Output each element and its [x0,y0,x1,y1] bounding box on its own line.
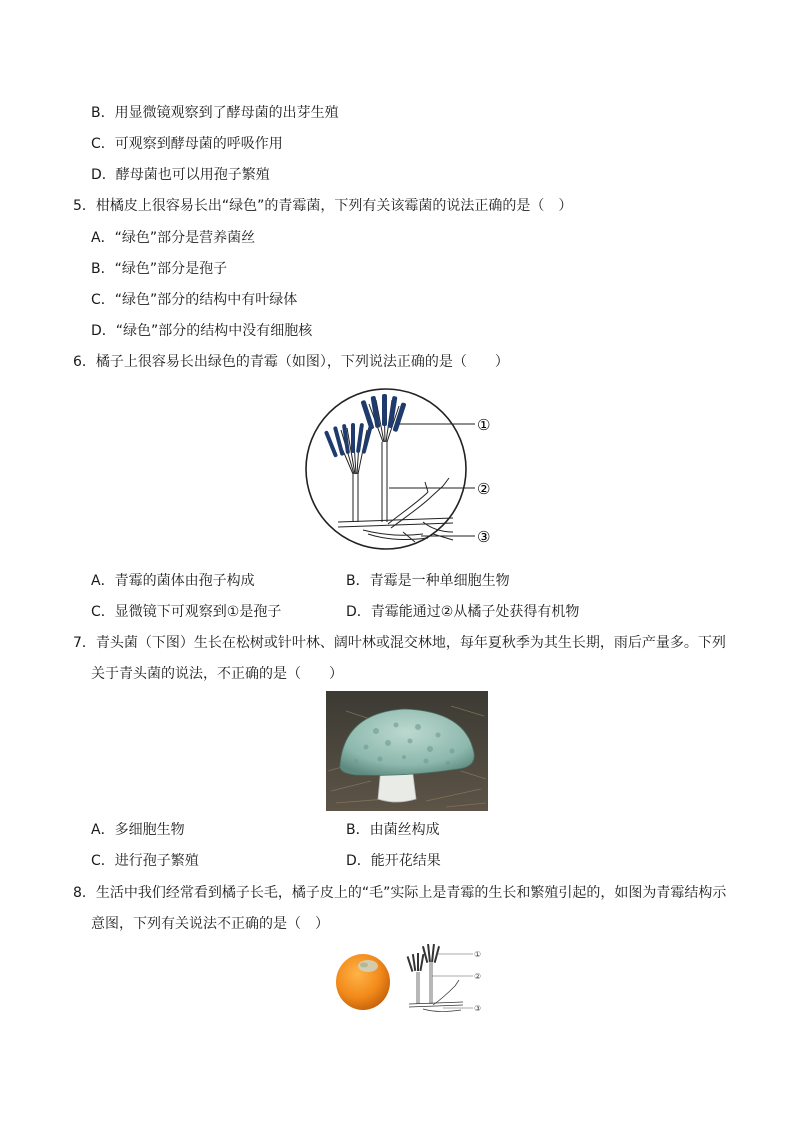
penicillium-diagram-svg [303,382,503,557]
q7-stem-text-1: 青头菌（下图）生长在松树或针叶林、阔叶林或混交林地，每年夏秋季为其生长期，雨后产量多。下列 [95,635,726,651]
q4-option-b: B．用显微镜观察到了酵母菌的出芽生殖 [91,105,339,121]
q6-option-d: D．青霉能通过②从橘子处获得有机物 [346,604,580,620]
small-penicillium-diagram [403,942,493,1016]
penicillium-diagram [303,382,503,557]
label-3: ③ [477,528,491,546]
small-label-2: ② [474,972,482,981]
mushroom-photo [326,691,488,811]
q8-stem-line1 [73,883,726,903]
small-label-3: ③ [474,1004,482,1013]
q8-stem-text-1: 生活中我们经常看到橘子长毛，橘子皮上的“毛”实际上是青霉的生长和繁殖引起的，如图为青霉结构示 [95,885,727,901]
right-spore-chains [360,394,406,432]
q4-option-c: C．可观察到酵母菌的呼吸作用 [91,136,283,152]
q8-stem-line2: 意图，下列有关说法不正确的是（ ） [91,916,329,932]
label-2: ② [477,480,491,498]
q7-stem-line1 [73,633,726,653]
q5-stem [73,196,572,216]
left-spore-chains [324,423,373,458]
q5-option-d: D．“绿色”部分的结构中没有细胞核 [91,323,313,339]
q5-stem-text: 柑橘皮上很容易长出“绿色”的青霉菌，下列有关该霉菌的说法正确的是（ ） [95,198,573,214]
q7-option-d: D．能开花结果 [346,853,441,869]
q5-option-c: C．“绿色”部分的结构中有叶绿体 [91,292,298,308]
moldy-orange-photo [334,946,392,1012]
q7-stem-line2: 关于青头菌的说法，不正确的是（ ） [91,666,343,682]
q6-stem [73,352,509,372]
mushroom-photo-svg [326,691,488,811]
q5-option-a: A．“绿色”部分是营养菌丝 [91,230,256,246]
q7-option-a: A．多细胞生物 [91,822,185,838]
label-1: ① [477,416,491,434]
q6-number: 6． [73,354,96,370]
q5-number: 5． [73,198,96,214]
q6-option-a: A．青霉的菌体由孢子构成 [91,573,255,589]
q7-number: 7． [73,635,96,651]
small-label-lines [432,954,473,1008]
small-spores [407,944,440,972]
moldy-orange-svg [334,946,392,1012]
mold-center [360,963,368,968]
q6-option-c: C．显微镜下可观察到①是孢子 [91,604,282,620]
q7-option-c: C．进行孢子繁殖 [91,853,199,869]
q5-option-b: B．“绿色”部分是孢子 [91,261,228,277]
q7-option-b: B．由菌丝构成 [346,822,440,838]
q6-option-b: B．青霉是一种单细胞生物 [346,573,510,589]
q6-stem-text: 橘子上很容易长出绿色的青霉（如图），下列说法正确的是（ ） [95,354,509,370]
q8-number: 8． [73,885,96,901]
small-penicillium-svg [403,942,493,1016]
q4-option-d: D．酵母菌也可以用孢子繁殖 [91,167,270,183]
small-label-1: ① [474,950,482,959]
